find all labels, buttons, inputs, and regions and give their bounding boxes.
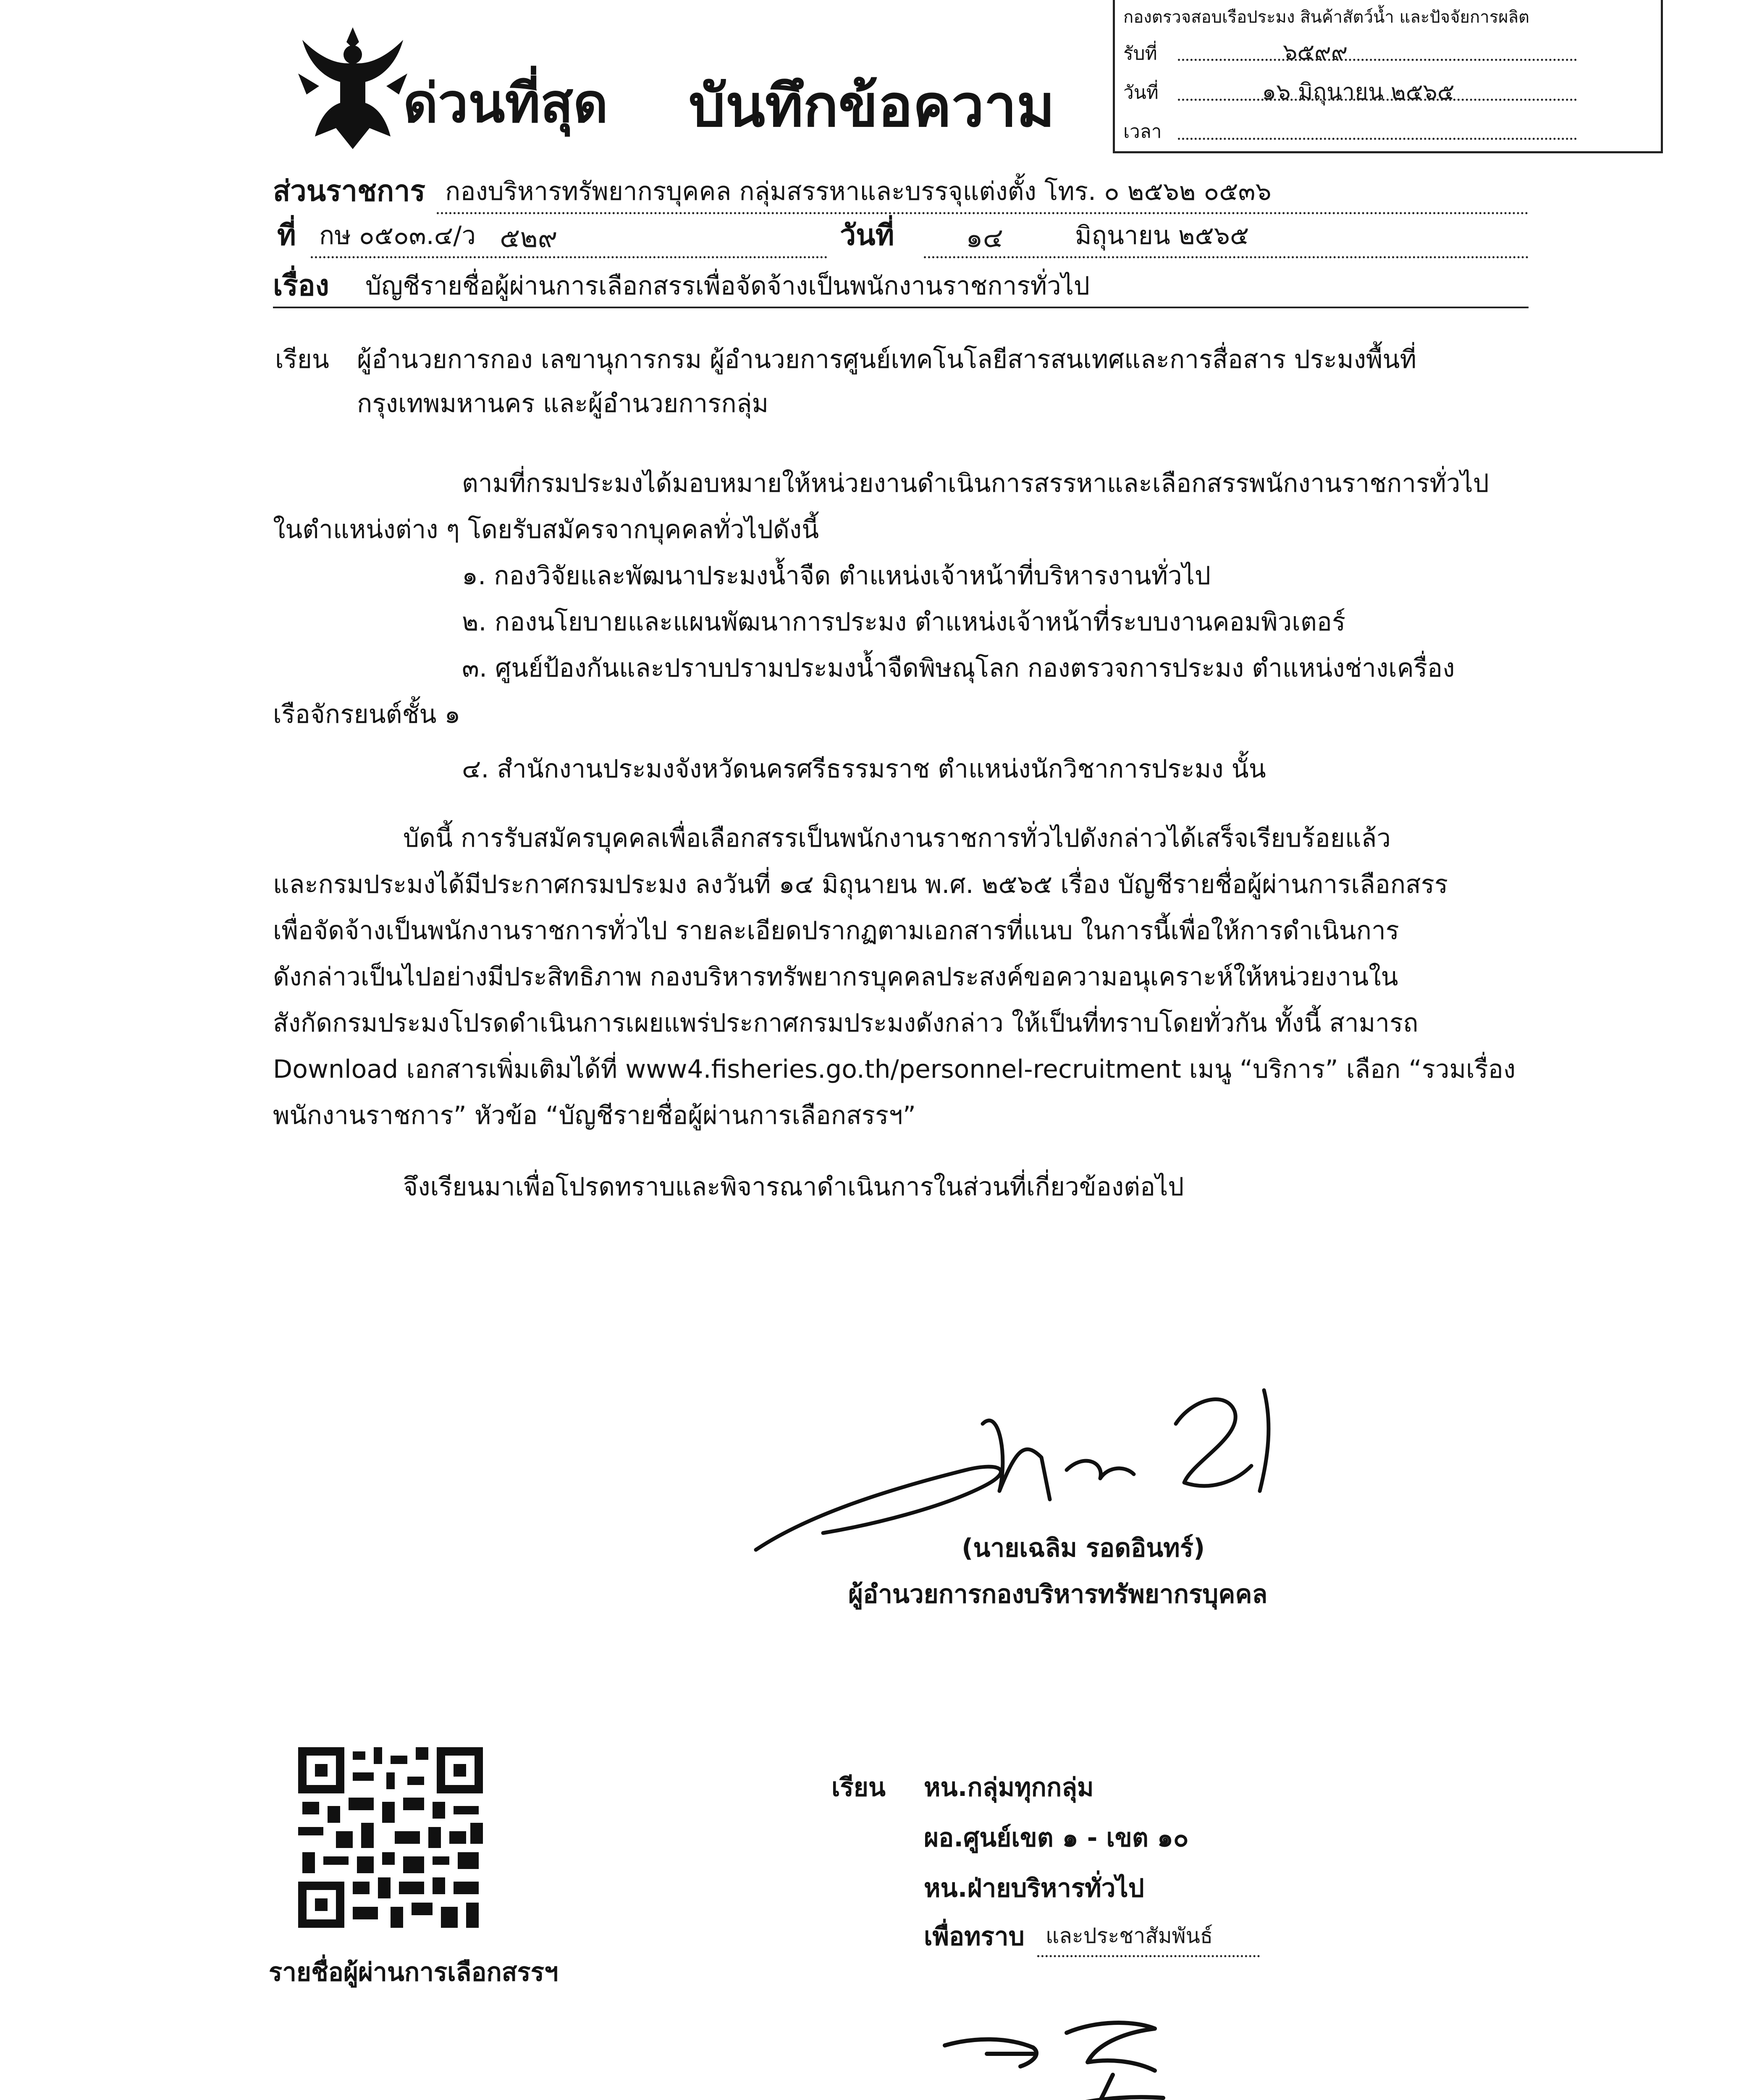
signer1-position: ผู้อำนวยการกองบริหารทรัพยากรบุคคล bbox=[848, 1580, 1268, 1609]
ref-label: ที่ bbox=[277, 219, 296, 252]
memo-title: บันทึกข้อความ bbox=[689, 72, 1055, 140]
stamp-office: กองตรวจสอบเรือประมง สินค้าสัตว์น้ำ และปัจจัยการผลิต bbox=[1123, 8, 1530, 27]
paragraph1-line1: ตามที่กรมประมงได้มอบหมายให้หน่วยงานดำเนินการสรรหาและเลือกสรรพนักงานราชการทั่วไป bbox=[462, 469, 1489, 498]
list-item-2: ๒. กองนโยบายและแผนพัฒนาการประมง ตำแหน่งเจ้าหน้าที่ระบบงานคอมพิวเตอร์ bbox=[462, 607, 1346, 637]
routing-line4: เพื่อทราบ bbox=[924, 1922, 1025, 1951]
garuda-emblem-icon bbox=[290, 23, 416, 153]
paragraph2-line1: บัดนี้ การรับสมัครบุคคลเพื่อเลือกสรรเป็นพนักงานราชการทั่วไปดังกล่าวได้เสร็จเรียบร้อยแล้ว bbox=[403, 824, 1391, 853]
date-label: วันที่ bbox=[840, 219, 894, 252]
paragraph2-line7: พนักงานราชการ” หัวข้อ “บัญชีรายชื่อผู้ผ่านการเลือกสรรฯ” bbox=[273, 1101, 916, 1130]
routing-line2: ผอ.ศูนย์เขต ๑ - เขต ๑๐ bbox=[924, 1823, 1189, 1853]
to-line1: ผู้อำนวยการกอง เลขานุการกรม ผู้อำนวยการศูนย์เทคโนโลยีสารสนเทศและการสื่อสาร ประมงพื้นที่ bbox=[357, 345, 1416, 374]
ref-number-hand: ๕๒๙ bbox=[500, 223, 558, 254]
paragraph2-line4: ดังกล่าวเป็นไปอย่างมีประสิทธิภาพ กองบริหารทรัพยากรบุคคลประสงค์ขอความอนุเคราะห์ให้หน่วยงานใน bbox=[273, 962, 1398, 992]
paragraph2-line6: Download เอกสารเพิ่มเติมได้ที่ www4.fisheries.go.th/personnel-recruitment เมนู “บริการ” เลือก “รวมเรื่อง bbox=[273, 1055, 1516, 1084]
stamp-time-label: เวลา bbox=[1123, 121, 1162, 142]
signature-1-icon bbox=[747, 1365, 1335, 1558]
paragraph2-line2: และกรมประมงได้มีประกาศกรมประมง ลงวันที่ ๑๔ มิถุนายน พ.ศ. ๒๕๖๕ เรื่อง บัญชีรายชื่อผู้ผ่านการเลือกสรร bbox=[273, 870, 1448, 899]
to-line2: กรุงเทพมหานคร และผู้อำนวยการกลุ่ม bbox=[357, 389, 769, 418]
routing-line3: หน.ฝ่ายบริหารทั่วไป bbox=[924, 1874, 1144, 1903]
stamp-date-label: วันที่ bbox=[1123, 82, 1159, 103]
paragraph2-line3: เพื่อจัดจ้างเป็นพนักงานราชการทั่วไป รายละเอียดปรากฏตามเอกสารที่แนบ ในการนี้เพื่อให้การดำเนินการ bbox=[273, 916, 1399, 945]
list-item-3-line1: ๓. ศูนย์ป้องกันและปราบปรามประมงน้ำจืดพิษณุโลก กองตรวจการประมง ตำแหน่งช่างเครื่อง bbox=[462, 654, 1455, 683]
signer1-name: (นายเฉลิม รอดอินทร์) bbox=[962, 1533, 1205, 1563]
receipt-stamp bbox=[1113, 0, 1663, 153]
list-item-1: ๑. กองวิจัยและพัฒนาประมงน้ำจืด ตำแหน่งเจ้าหน้าที่บริหารงานทั่วไป bbox=[462, 561, 1211, 591]
date-month-year: มิถุนายน ๒๕๖๕ bbox=[1075, 221, 1249, 250]
to-label: เรียน bbox=[275, 345, 329, 374]
stamp-date-value: ๑๖ มิถุนายน ๒๕๖๕ bbox=[1262, 79, 1455, 105]
list-item-3-line2: เรือจักรยนต์ชั้น ๑ bbox=[273, 700, 461, 729]
stamp-received-label: รับที่ bbox=[1123, 43, 1157, 64]
signature-2-icon bbox=[936, 2008, 1230, 2100]
closing-line: จึงเรียนมาเพื่อโปรดทราบและพิจารณาดำเนินการในส่วนที่เกี่ยวข้องต่อไป bbox=[403, 1172, 1184, 1202]
list-item-4: ๔. สำนักงานประมงจังหวัดนครศรีธรรมราช ตำแหน่งนักวิชาการประมง นั้น bbox=[462, 754, 1266, 784]
routing-line1: หน.กลุ่มทุกกลุ่ม bbox=[924, 1773, 1094, 1802]
paragraph1-line2: ในตำแหน่งต่าง ๆ โดยรับสมัครจากบุคคลทั่วไปดังนี้ bbox=[273, 515, 819, 544]
agency-value: กองบริหารทรัพยากรบุคคล กลุ่มสรรหาและบรรจุแต่งตั้ง โทร. ๐ ๒๕๖๒ ๐๕๓๖ bbox=[445, 177, 1272, 206]
routing-label: เรียน bbox=[831, 1773, 886, 1802]
stamp-received-value: ๖๕๙๙ bbox=[1283, 39, 1348, 65]
qr-code-icon bbox=[294, 1743, 487, 1932]
ref-value: กษ ๐๕๐๓.๔/ว bbox=[319, 221, 476, 250]
agency-label: ส่วนราชการ bbox=[273, 175, 425, 208]
subject-value: บัญชีรายชื่อผู้ผ่านการเลือกสรรเพื่อจัดจ้างเป็นพนักงานราชการทั่วไป bbox=[365, 271, 1090, 301]
subject-label: เรื่อง bbox=[273, 269, 329, 302]
qr-caption: รายชื่อผู้ผ่านการเลือกสรรฯ bbox=[269, 1958, 559, 1987]
header-divider bbox=[273, 307, 1529, 308]
urgency-label: ด่วนที่สุด bbox=[403, 72, 608, 135]
date-day-hand: ๑๔ bbox=[966, 223, 1004, 254]
paragraph2-line5: สังกัดกรมประมงโปรดดำเนินการเผยแพร่ประกาศกรมประมงดังกล่าว ให้เป็นที่ทราบโดยทั่วกัน ทั้งนี้ สามารถ bbox=[273, 1008, 1419, 1038]
routing-line4-hand: และประชาสัมพันธ์ bbox=[1046, 1924, 1213, 1948]
